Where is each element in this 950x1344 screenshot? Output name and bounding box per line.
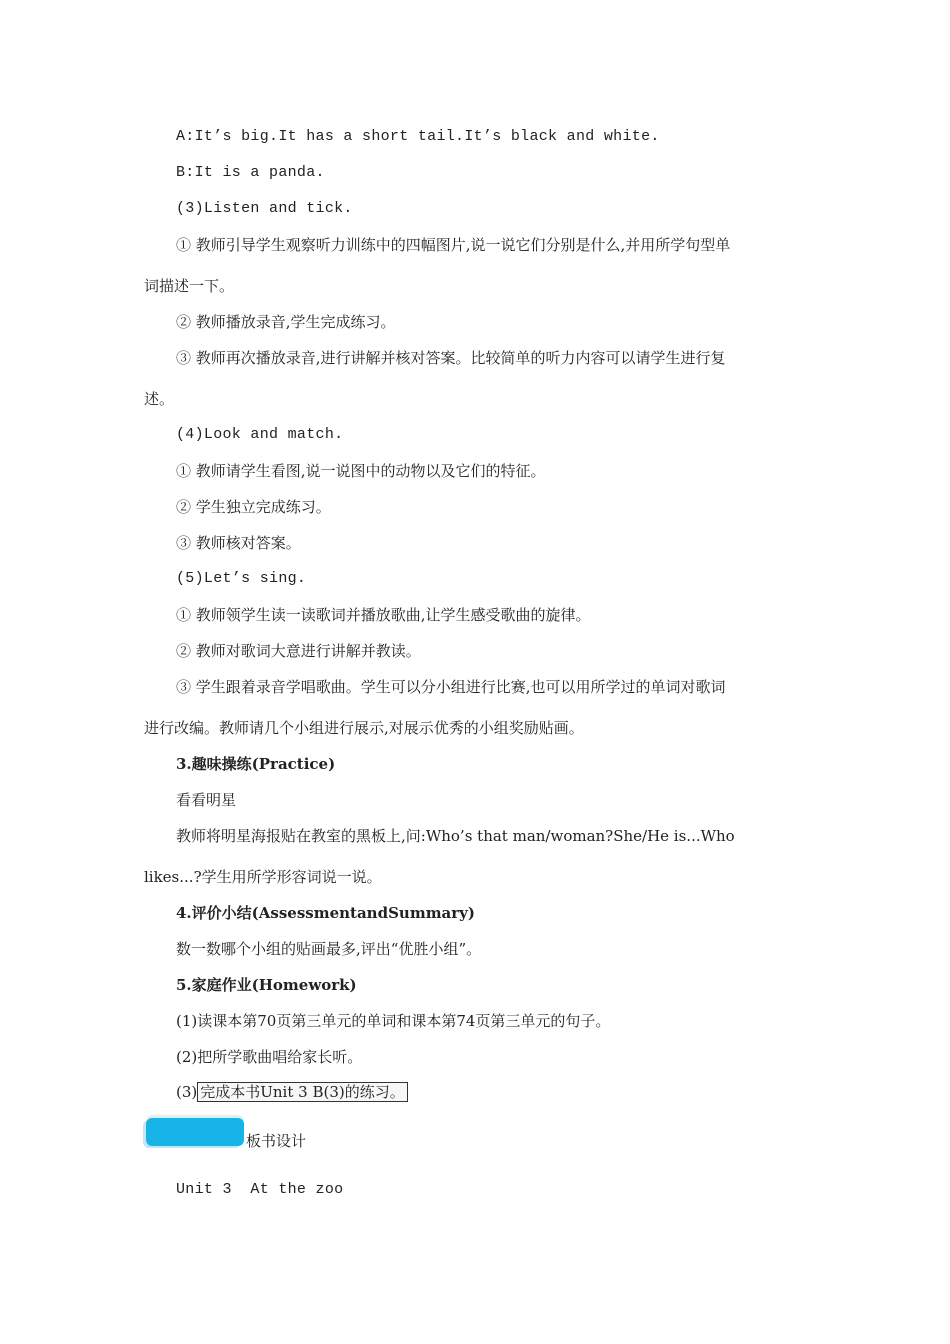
homework-item: (2)把所学歌曲唱给家长听。 (176, 1048, 363, 1066)
step-text: ③ 教师再次播放录音,进行讲解并核对答案。比较简单的听力内容可以请学生进行复 (176, 349, 726, 367)
section-heading-homework: 5.家庭作业(Homework) (176, 976, 357, 994)
section-badge (146, 1118, 244, 1146)
step-text: ① 教师引导学生观察听力训练中的四幅图片,说一说它们分别是什么,并用所学句型单 (176, 236, 731, 254)
activity-lets-sing: (5)Let’s sing. (176, 570, 307, 587)
step-text: ② 学生独立完成练习。 (176, 498, 331, 516)
section-heading-assessment: 4.评价小结(AssessmentandSummary) (176, 904, 475, 922)
activity-look-match: (4)Look and match. (176, 426, 344, 443)
homework-item: (1)读课本第70页第三单元的单词和课本第74页第三单元的句子。 (176, 1012, 611, 1030)
step-text: ① 教师请学生看图,说一说图中的动物以及它们的特征。 (176, 462, 546, 480)
step-text: ③ 学生跟着录音学唱歌曲。学生可以分小组进行比赛,也可以用所学过的单词对歌词 (176, 678, 726, 696)
step-text: ① 教师领学生读一读歌词并播放歌曲,让学生感受歌曲的旋律。 (176, 606, 591, 624)
dialogue-line-a: A:It’s big.It has a short tail.It’s black and white. (176, 128, 660, 145)
step-text-cont: 述。 (144, 390, 175, 408)
practice-title: 看看明星 (176, 791, 237, 809)
homework-item (176, 1082, 408, 1102)
board-unit-title: Unit 3 At the zoo (176, 1181, 344, 1198)
step-text-cont: 词描述一下。 (144, 277, 235, 295)
assessment-text: 数一数哪个小组的贴画最多,评出“优胜小组”。 (176, 940, 482, 958)
step-text: ② 教师播放录音,学生完成练习。 (176, 313, 396, 331)
practice-text: 教师将明星海报贴在教室的黑板上,问:Who’s that man/woman?She/He is...Who (176, 827, 735, 845)
homework-item-number: (3) (176, 1083, 198, 1101)
dialogue-line-b: B:It is a panda. (176, 164, 325, 181)
step-text-cont: 进行改编。教师请几个小组进行展示,对展示优秀的小组奖励贴画。 (144, 719, 584, 737)
board-design-title: 板书设计 (246, 1132, 307, 1150)
activity-listen-tick: (3)Listen and tick. (176, 200, 353, 217)
section-heading-practice: 3.趣味操练(Practice) (176, 755, 336, 773)
step-text: ③ 教师核对答案。 (176, 534, 301, 552)
step-text: ② 教师对歌词大意进行讲解并教读。 (176, 642, 421, 660)
practice-text-cont: likes...?学生用所学形容词说一说。 (144, 868, 382, 886)
homework-boxed-text: 完成本书Unit 3 B(3)的练习。 (197, 1082, 407, 1102)
